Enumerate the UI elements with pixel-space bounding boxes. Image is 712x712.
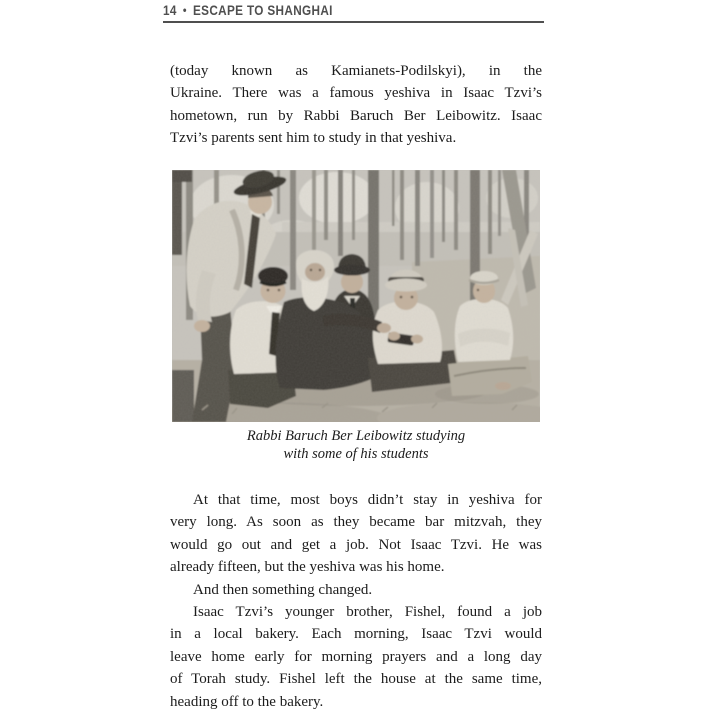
running-header [163, 3, 511, 18]
body-line: Tzvi’s parents sent him to study in that yeshiva. [170, 130, 457, 147]
body-line: very long. As soon as they became bar mitzvah, they [170, 514, 542, 531]
body-line: hometown, run by Rabbi Baruch Ber Leibowitz. Isaac [170, 107, 542, 124]
caption-line: with some of his students [283, 446, 429, 462]
rabbi-with-students-photo [172, 170, 540, 422]
book-title: ESCAPE TO SHANGHAI [192, 3, 333, 18]
bottom-paragraphs [170, 489, 542, 712]
page-number: 14 [163, 3, 177, 18]
body-line: heading off to the bakery. [170, 693, 324, 710]
body-line: leave home early for morning prayers and a long day [170, 648, 542, 665]
caption-line: Rabbi Baruch Ber Leibowitz studying [246, 428, 466, 444]
body-line: Ukraine. There was a famous yeshiva in Isaac Tzvi’s [170, 85, 542, 102]
body-line: (today known as Kamianets-Podilskyi), in the [170, 63, 542, 79]
photo-caption [172, 427, 540, 463]
body-line: And then something changed. [193, 581, 373, 598]
body-line: in a local bakery. Each morning, Isaac Tzvi would [170, 626, 542, 643]
body-line: already fifteen, but the yeshiva was his home. [170, 559, 445, 576]
body-line: At that time, most boys didn’t stay in yeshiva for [193, 492, 542, 508]
body-line: Isaac Tzvi’s younger brother, Fishel, found a job [193, 603, 542, 620]
header-rule [163, 21, 544, 23]
photo-illustration [172, 170, 540, 422]
top-paragraph [170, 60, 542, 150]
body-line: would go out and get a job. Not Isaac Tzvi. He was [170, 536, 542, 553]
header-bullet-separator: • [182, 3, 187, 17]
body-line: of Torah study. Fishel left the house at the same time, [170, 671, 542, 688]
